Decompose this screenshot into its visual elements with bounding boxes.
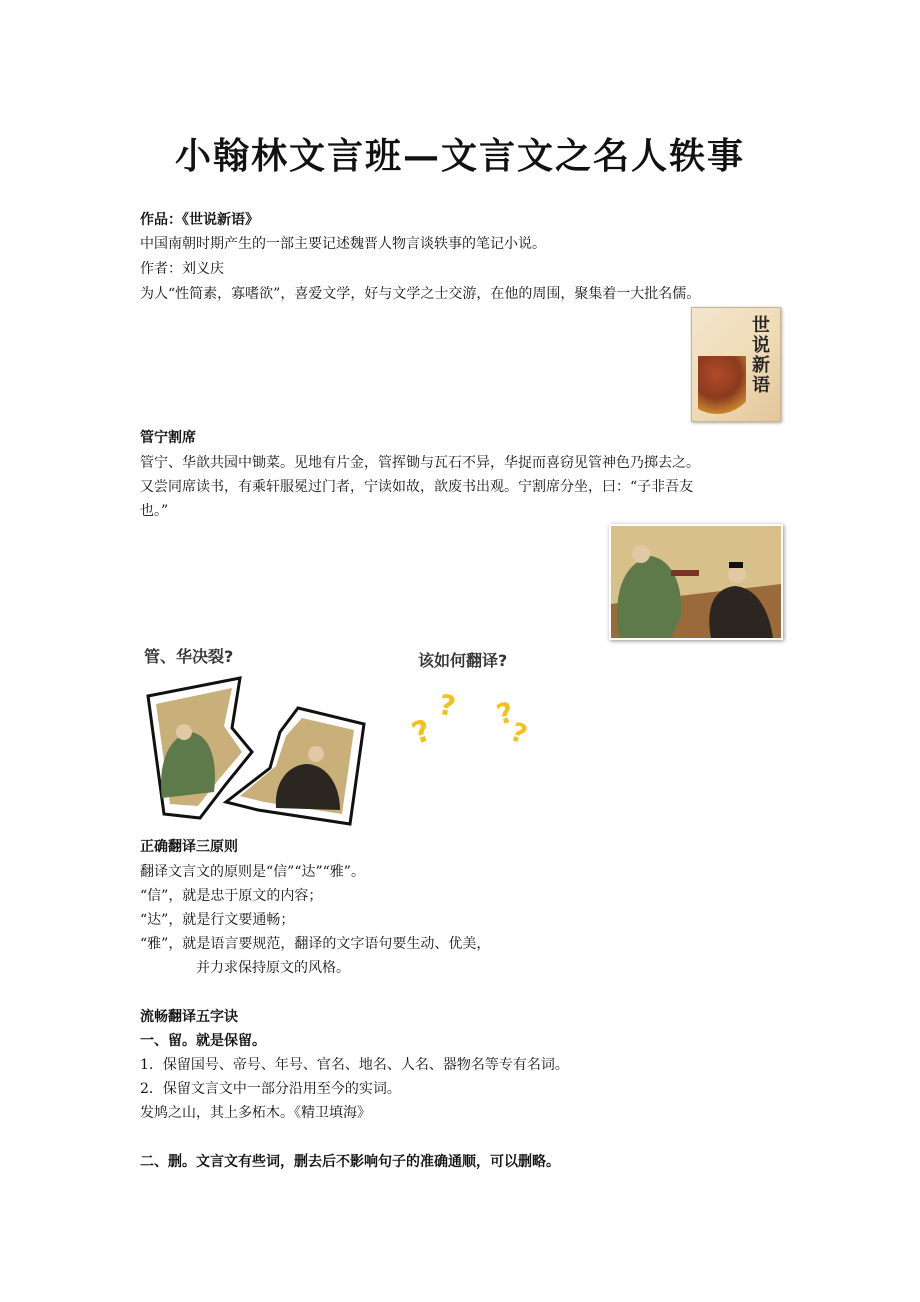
work-heading: 作品：《世说新语》 — [140, 212, 259, 228]
torn-painting-icon — [140, 668, 380, 838]
caption-translate: 该如何翻译? — [418, 651, 508, 670]
page-title: 小翰林文言班—文言文之名人轶事 — [174, 135, 745, 177]
question-mark-2: ? — [436, 687, 458, 724]
five-sub-2: 二、删。文言文有些词，删去后不影响句子的准确通顺，可以删略。 — [140, 1154, 560, 1170]
split-illustration — [140, 640, 400, 840]
principles-line-2: “信”，就是忠于原文的内容； — [140, 888, 323, 904]
five-item-1: 1．保留国号、帝号、年号、官名、地名、人名、器物名等专有名词。 — [140, 1057, 569, 1073]
author-description: 为人“性简素，寡嗜欲”，喜爱文学，好与文学之士交游，在他的周围，聚集着一大批名儒。 — [140, 286, 701, 302]
question-mark-1: ? — [407, 713, 436, 752]
principles-line-3: “达”，就是行文要通畅； — [140, 912, 295, 928]
principles-heading: 正确翻译三原则 — [140, 839, 238, 855]
principles-line-5: 并力求保持原文的风格。 — [196, 960, 350, 976]
book-cover-figure — [698, 356, 746, 418]
caption-split: 管、华决裂? — [144, 647, 234, 666]
five-heading: 流畅翻译五字诀 — [140, 1009, 238, 1025]
story-line-2: 又尝同席读书，有乘轩服冕过门者，宁读如故，歆废书出观。宁割席分坐，曰：“子非吾友 — [140, 479, 694, 495]
five-item-2: 2．保留文言文中一部分沿用至今的实词。 — [140, 1081, 401, 1097]
five-example: 发鸠之山，其上多柘木。《精卫填海》 — [140, 1105, 371, 1121]
painting-image — [609, 524, 783, 640]
work-author: 作者：刘义庆 — [140, 261, 224, 277]
principles-line-4: “雅”，就是语言要规范，翻译的文字语句要生动、优美， — [140, 936, 491, 952]
book-cover-title: 世说新语 — [752, 315, 770, 396]
book-cover-image — [691, 307, 781, 422]
question-marks-icon — [405, 685, 545, 755]
painting-illustration — [611, 526, 781, 638]
principles-line-1: 翻译文言文的原则是“信”“达”“雅”。 — [140, 864, 365, 880]
question-mark-3: ? — [493, 695, 518, 732]
five-sub-1: 一、留。就是保留。 — [140, 1033, 266, 1049]
story-heading: 管宁割席 — [140, 430, 196, 446]
story-line-3: 也。” — [140, 503, 169, 519]
question-mark-4: ? — [506, 717, 531, 751]
work-description: 中国南朝时期产生的一部主要记述魏晋人物言谈轶事的笔记小说。 — [140, 236, 546, 252]
story-line-1: 管宁、华歆共园中锄菜。见地有片金，管挥锄与瓦石不异，华捉而喜窃见管神色乃掷去之。 — [140, 455, 700, 471]
